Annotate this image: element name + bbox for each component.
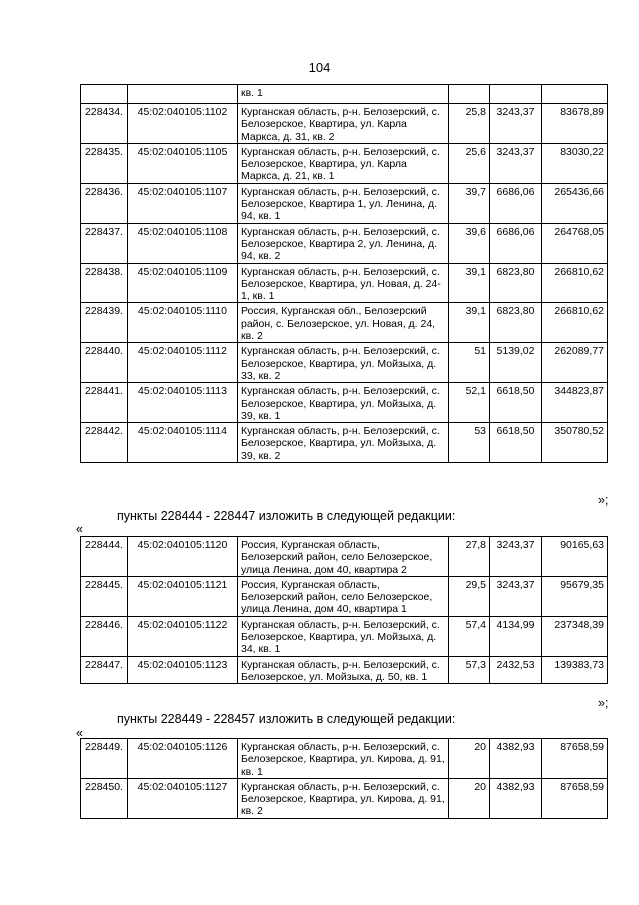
address-cell: Курганская область, р-н. Белозерский, с. Белозерское, Квартира, ул. Карла Маркса, д. 31, кв. 2 [238, 104, 449, 144]
cadastral-number-cell: 45:02:040105:1109 [128, 263, 238, 303]
value-cell: 83030,22 [542, 143, 608, 183]
property-table-1 [80, 84, 608, 463]
address-cell: Курганская область, р-н. Белозерский, с. Белозерское, Квартира 1, ул. Ленина, д. 94, кв. 1 [238, 183, 449, 223]
cadastral-number-cell: 45:02:040105:1112 [128, 343, 238, 383]
area-cell: 57,3 [449, 656, 490, 684]
section-heading-2: пункты 228449 - 228457 изложить в следующей редакции: [117, 712, 456, 726]
price-cell: 6823,80 [490, 303, 542, 343]
value-cell: 266810,62 [542, 263, 608, 303]
area-cell: 25,6 [449, 143, 490, 183]
row-number-cell: 228438. [81, 263, 128, 303]
value-cell: 344823,87 [542, 383, 608, 423]
address-cell: Россия, Курганская область, Белозерский район, село Белозерское, улица Ленина, дом 40, квартира 1 [238, 576, 449, 616]
price-cell: 6686,06 [490, 223, 542, 263]
table-row [81, 423, 608, 463]
address-cell: Россия, Курганская обл., Белозерский район, с. Белозерское, ул. Новая, д. 24, кв. 2 [238, 303, 449, 343]
opening-quote-1: « [76, 522, 83, 536]
area-cell: 39,6 [449, 223, 490, 263]
row-number-cell: 228441. [81, 383, 128, 423]
price-cell: 3243,37 [490, 143, 542, 183]
area-cell: 39,7 [449, 183, 490, 223]
price-cell: 3243,37 [490, 576, 542, 616]
row-number-cell: 228442. [81, 423, 128, 463]
address-cell: Курганская область, р-н. Белозерский, с. Белозерское, Квартира, ул. Кирова, д. 91, кв. 1 [238, 739, 449, 779]
cadastral-number-cell: 45:02:040105:1126 [128, 739, 238, 779]
row-number-cell: 228439. [81, 303, 128, 343]
price-cell: 6618,50 [490, 383, 542, 423]
value-cell: 237348,39 [542, 616, 608, 656]
table-row [81, 85, 608, 104]
area-cell: 39,1 [449, 303, 490, 343]
row-number-cell: 228445. [81, 576, 128, 616]
table-row [81, 383, 608, 423]
address-cell: Курганская область, р-н. Белозерский, с. Белозерское, Квартира 2, ул. Ленина, д. 94, кв. 2 [238, 223, 449, 263]
price-cell: 4134,99 [490, 616, 542, 656]
row-number-cell: 228446. [81, 616, 128, 656]
area-cell: 29,5 [449, 576, 490, 616]
address-cell: Курганская область, р-н. Белозерский, с. Белозерское, Квартира, ул. Карла Маркса, д. 21, кв. 1 [238, 143, 449, 183]
closing-quote-1: »; [598, 493, 609, 507]
value-cell: 262089,77 [542, 343, 608, 383]
row-number-cell: 228449. [81, 739, 128, 779]
value-cell: 265436,66 [542, 183, 608, 223]
value-cell: 95679,35 [542, 576, 608, 616]
address-cell: Курганская область, р-н. Белозерский, с. Белозерское, Квартира, ул. Мойзыха, д. 39, кв. 2 [238, 423, 449, 463]
value-cell [542, 85, 608, 104]
area-cell: 53 [449, 423, 490, 463]
table-row [81, 104, 608, 144]
area-cell: 51 [449, 343, 490, 383]
area-cell [449, 85, 490, 104]
row-number-cell: 228450. [81, 778, 128, 818]
address-cell: Курганская область, р-н. Белозерский, с. Белозерское, Квартира, ул. Мойзыха, д. 39, кв. 1 [238, 383, 449, 423]
table-row [81, 343, 608, 383]
row-number-cell [81, 85, 128, 104]
cadastral-number-cell: 45:02:040105:1123 [128, 656, 238, 684]
area-cell: 20 [449, 778, 490, 818]
section-heading-1: пункты 228444 - 228447 изложить в следующей редакции: [117, 509, 456, 523]
value-cell: 87658,59 [542, 778, 608, 818]
closing-quote-2: »; [598, 696, 609, 710]
price-cell: 4382,93 [490, 739, 542, 779]
table-row [81, 183, 608, 223]
cadastral-number-cell: 45:02:040105:1110 [128, 303, 238, 343]
cadastral-number-cell: 45:02:040105:1105 [128, 143, 238, 183]
price-cell: 4382,93 [490, 778, 542, 818]
cadastral-number-cell: 45:02:040105:1120 [128, 537, 238, 577]
property-table-2 [80, 536, 608, 684]
value-cell: 264768,05 [542, 223, 608, 263]
value-cell: 139383,73 [542, 656, 608, 684]
cadastral-number-cell: 45:02:040105:1108 [128, 223, 238, 263]
row-number-cell: 228435. [81, 143, 128, 183]
cadastral-number-cell: 45:02:040105:1113 [128, 383, 238, 423]
area-cell: 52,1 [449, 383, 490, 423]
property-table-3 [80, 738, 608, 819]
row-number-cell: 228437. [81, 223, 128, 263]
price-cell: 2432,53 [490, 656, 542, 684]
address-cell: Курганская область, р-н. Белозерский, с. Белозерское, ул. Мойзыха, д. 50, кв. 1 [238, 656, 449, 684]
table-row [81, 778, 608, 818]
table-row [81, 656, 608, 684]
price-cell: 3243,37 [490, 104, 542, 144]
value-cell: 90165,63 [542, 537, 608, 577]
table-row [81, 616, 608, 656]
table-row [81, 263, 608, 303]
table-row [81, 143, 608, 183]
address-cell: Россия, Курганская область, Белозерский район, село Белозерское, улица Ленина, дом 40, квартира 2 [238, 537, 449, 577]
area-cell: 25,8 [449, 104, 490, 144]
value-cell: 266810,62 [542, 303, 608, 343]
cadastral-number-cell: 45:02:040105:1107 [128, 183, 238, 223]
price-cell [490, 85, 542, 104]
price-cell: 3243,37 [490, 537, 542, 577]
table-row [81, 537, 608, 577]
row-number-cell: 228447. [81, 656, 128, 684]
table-row [81, 303, 608, 343]
price-cell: 6686,06 [490, 183, 542, 223]
opening-quote-2: « [76, 726, 83, 740]
page-number: 104 [308, 60, 331, 75]
cadastral-number-cell [128, 85, 238, 104]
price-cell: 5139,02 [490, 343, 542, 383]
value-cell: 83678,89 [542, 104, 608, 144]
row-number-cell: 228440. [81, 343, 128, 383]
row-number-cell: 228434. [81, 104, 128, 144]
address-cell: Курганская область, р-н. Белозерский, с. Белозерское, Квартира, ул. Мойзыха, д. 33, кв. 2 [238, 343, 449, 383]
table-row [81, 576, 608, 616]
table-row [81, 223, 608, 263]
address-cell: Курганская область, р-н. Белозерский, с. Белозерское, Квартира, ул. Мойзыха, д. 34, кв. 1 [238, 616, 449, 656]
area-cell: 20 [449, 739, 490, 779]
area-cell: 57,4 [449, 616, 490, 656]
price-cell: 6618,50 [490, 423, 542, 463]
table-row [81, 739, 608, 779]
row-number-cell: 228444. [81, 537, 128, 577]
cadastral-number-cell: 45:02:040105:1102 [128, 104, 238, 144]
value-cell: 87658,59 [542, 739, 608, 779]
area-cell: 27,8 [449, 537, 490, 577]
address-cell: Курганская область, р-н. Белозерский, с. Белозерское, Квартира, ул. Кирова, д. 91, кв. 2 [238, 778, 449, 818]
price-cell: 6823,80 [490, 263, 542, 303]
cadastral-number-cell: 45:02:040105:1114 [128, 423, 238, 463]
cadastral-number-cell: 45:02:040105:1122 [128, 616, 238, 656]
value-cell: 350780,52 [542, 423, 608, 463]
area-cell: 39,1 [449, 263, 490, 303]
cadastral-number-cell: 45:02:040105:1127 [128, 778, 238, 818]
row-number-cell: 228436. [81, 183, 128, 223]
address-cell: кв. 1 [238, 85, 449, 104]
cadastral-number-cell: 45:02:040105:1121 [128, 576, 238, 616]
address-cell: Курганская область, р-н. Белозерский, с. Белозерское, Квартира, ул. Новая, д. 24-1, кв. 1 [238, 263, 449, 303]
